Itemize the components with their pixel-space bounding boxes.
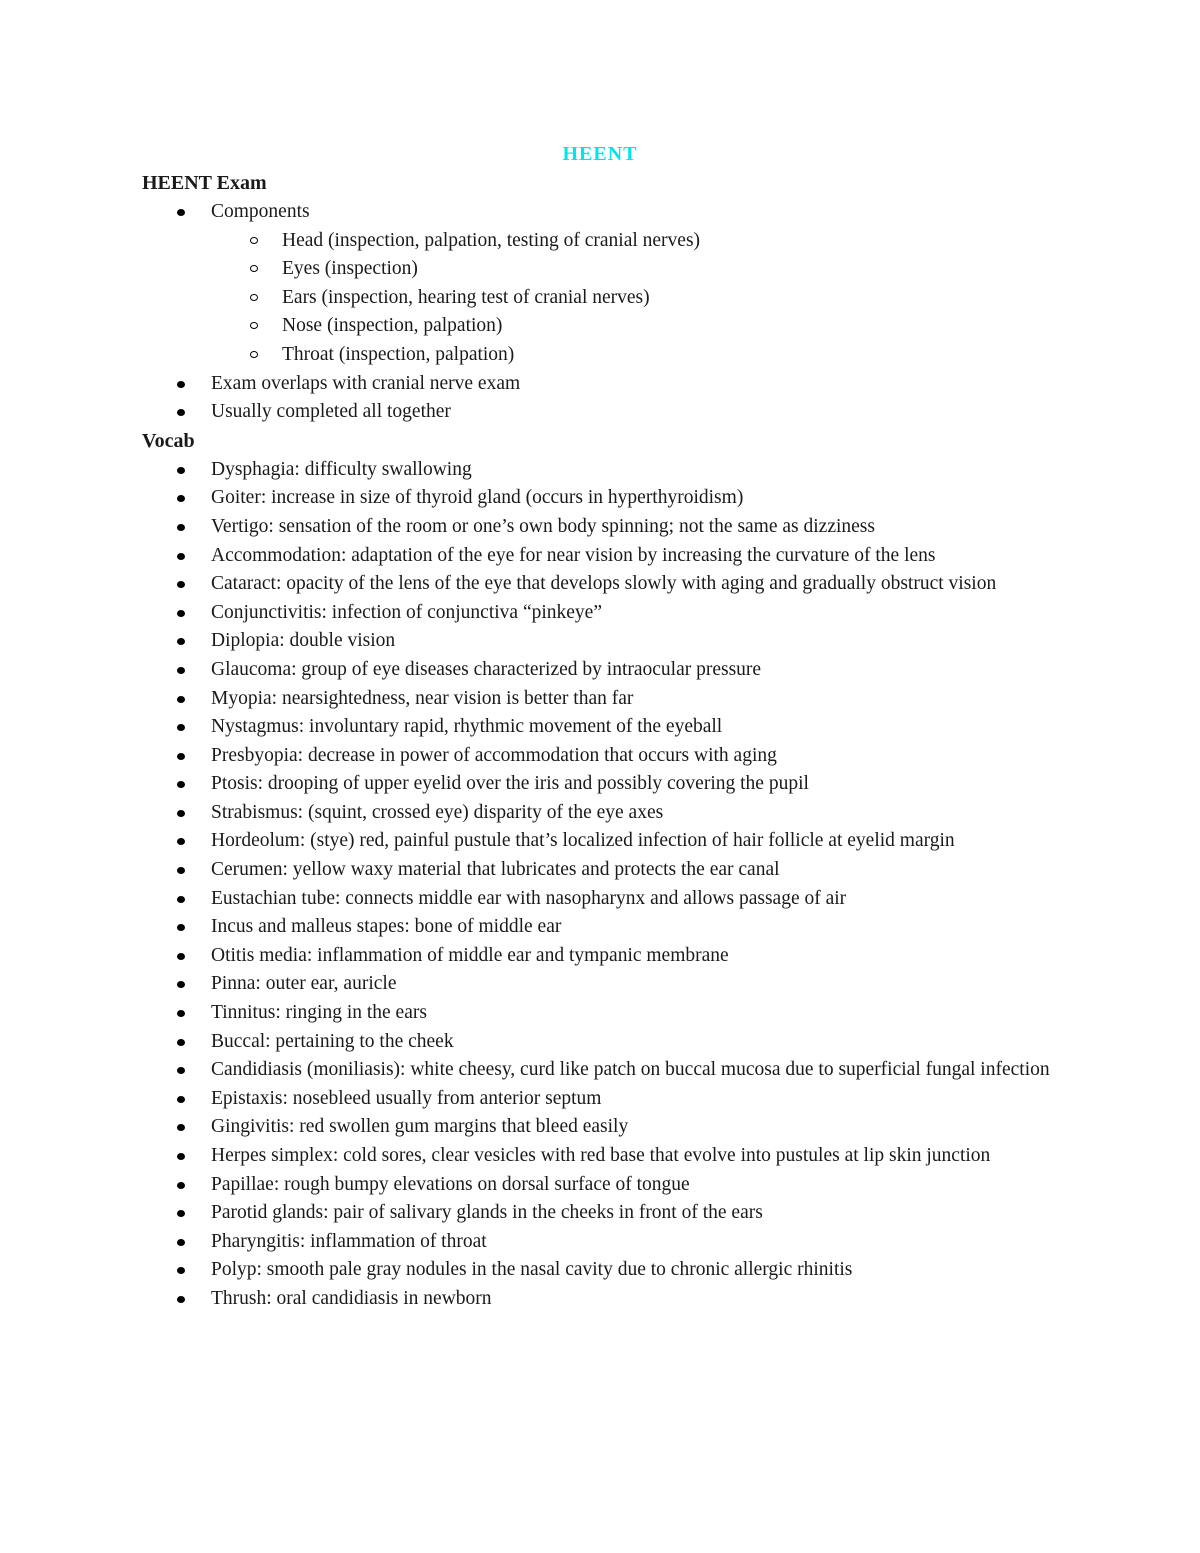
hollow-bullet-icon: [250, 294, 258, 301]
bullet-icon: [177, 1153, 185, 1160]
list-item: [142, 398, 1072, 427]
vocab-item: [142, 799, 1072, 828]
vocab-item-text: Diplopia: double vision: [211, 630, 396, 652]
bullet-icon: [177, 924, 185, 931]
sublist-item-text: Eyes (inspection): [282, 258, 418, 280]
sublist-item: [142, 227, 1072, 256]
sublist-item-text: Throat (inspection, palpation): [282, 343, 515, 365]
vocab-item: [142, 685, 1072, 714]
vocab-item-text: Epistaxis: nosebleed usually from anterior septum: [211, 1087, 602, 1109]
bullet-icon: [177, 896, 185, 903]
sublist-item: [142, 284, 1072, 313]
vocab-item-text: Goiter: increase in size of thyroid gland (occurs in hyperthyroidism): [211, 487, 744, 509]
vocab-item: [142, 1113, 1072, 1142]
bullet-icon: [177, 981, 185, 988]
vocab-item: [142, 1256, 1072, 1285]
vocab-item: [142, 456, 1072, 485]
bullet-icon: [177, 467, 185, 474]
bullet-icon: [177, 781, 185, 788]
vocab-item-text: Nystagmus: involuntary rapid, rhythmic movement of the eyeball: [211, 716, 723, 738]
vocab-item-text: Dysphagia: difficulty swallowing: [211, 458, 472, 480]
vocab-item: [142, 570, 1072, 599]
vocab-item: [142, 1028, 1072, 1057]
vocab-item-text: Parotid glands: pair of salivary glands in the cheeks in front of the ears: [211, 1202, 763, 1224]
vocab-item: [142, 713, 1072, 742]
vocab-item: [142, 542, 1072, 571]
exam-list: [142, 198, 1072, 427]
bullet-icon: [177, 524, 185, 531]
vocab-item: [142, 827, 1072, 856]
vocab-item-text: Ptosis: drooping of upper eyelid over the iris and possibly covering the pupil: [211, 773, 809, 795]
sublist-item-text: Ears (inspection, hearing test of cranial nerves): [282, 286, 650, 308]
hollow-bullet-icon: [250, 237, 258, 244]
vocab-item: [142, 942, 1072, 971]
vocab-item: [142, 1085, 1072, 1114]
vocab-item-text: Cataract: opacity of the lens of the eye that develops slowly with aging and gradually obstruct vision: [211, 573, 997, 595]
bullet-icon: [177, 495, 185, 502]
bullet-icon: [177, 953, 185, 960]
list-item-text: Components: [211, 201, 310, 222]
bullet-icon: [177, 209, 185, 216]
bullet-icon: [177, 1210, 185, 1217]
bullet-icon: [177, 696, 185, 703]
list-item: [142, 198, 1072, 370]
vocab-item-text: Herpes simplex: cold sores, clear vesicles with red base that evolve into pustules at lip skin junction: [211, 1145, 991, 1166]
hollow-bullet-icon: [250, 351, 258, 358]
vocab-item-text: Papillae: rough bumpy elevations on dorsal surface of tongue: [211, 1173, 690, 1195]
vocab-item-text: Conjunctivitis: infection of conjunctiva “pinkeye”: [211, 601, 602, 623]
vocab-item: [142, 627, 1072, 656]
vocab-item: [142, 970, 1072, 999]
bullet-icon: [177, 581, 185, 588]
bullet-icon: [177, 1096, 185, 1103]
vocab-item-text: Myopia: nearsightedness, near vision is better than far: [211, 687, 634, 709]
vocab-item: [142, 1285, 1072, 1314]
vocab-item-text: Accommodation: adaptation of the eye for near vision by increasing the curvature of the lens: [211, 544, 936, 566]
vocab-item: [142, 513, 1072, 542]
vocab-item-text: Glaucoma: group of eye diseases characterized by intraocular pressure: [211, 658, 762, 680]
components-sublist: [211, 227, 1072, 370]
vocab-item-text: Tinnitus: ringing in the ears: [211, 1002, 427, 1024]
vocab-item-text: Eustachian tube: connects middle ear with nasopharynx and allows passage of air: [211, 887, 847, 909]
vocab-item-text: Vertigo: sensation of the room or one’s own body spinning; not the same as dizziness: [211, 515, 875, 537]
vocab-item: [142, 770, 1072, 799]
vocab-item: [142, 1056, 1072, 1085]
vocab-item: [142, 656, 1072, 685]
sublist-item: [142, 341, 1072, 370]
vocab-item: [142, 913, 1072, 942]
bullet-icon: [177, 867, 185, 874]
bullet-icon: [177, 667, 185, 674]
sublist-item: [142, 255, 1072, 284]
vocab-item-text: Cerumen: yellow waxy material that lubricates and protects the ear canal: [211, 859, 780, 881]
hollow-bullet-icon: [250, 265, 258, 272]
vocab-item-text: Incus and malleus stapes: bone of middle ear: [211, 916, 562, 938]
bullet-icon: [177, 810, 185, 817]
bullet-icon: [177, 753, 185, 760]
vocab-item: [142, 484, 1072, 513]
vocab-item-text: Thrush: oral candidiasis in newborn: [211, 1287, 492, 1309]
section-heading-heent-exam: HEENT Exam: [142, 172, 267, 194]
sublist-item: [142, 312, 1072, 341]
bullet-icon: [177, 1267, 185, 1274]
vocab-item: [142, 856, 1072, 885]
bullet-icon: [177, 1239, 185, 1246]
sublist-item-text: Nose (inspection, palpation): [282, 315, 503, 337]
bullet-icon: [177, 1039, 185, 1046]
vocab-item: [142, 1228, 1072, 1257]
bullet-icon: [177, 724, 185, 731]
bullet-icon: [177, 553, 185, 560]
vocab-item-text: Hordeolum: (stye) red, painful pustule that’s localized infection of hair follicle at eyelid margin: [211, 830, 955, 852]
bullet-icon: [177, 409, 185, 416]
list-item-text: Exam overlaps with cranial nerve exam: [211, 372, 521, 394]
list-item-text: Usually completed all together: [211, 401, 451, 423]
vocab-item: [142, 1171, 1072, 1200]
vocab-item-text: Polyp: smooth pale gray nodules in the nasal cavity due to chronic allergic rhinitis: [211, 1259, 853, 1281]
bullet-icon: [177, 838, 185, 845]
vocab-item-text: Strabismus: (squint, crossed eye) disparity of the eye axes: [211, 801, 664, 823]
vocab-item: [142, 885, 1072, 914]
vocab-item: [142, 742, 1072, 771]
bullet-icon: [177, 610, 185, 617]
document-page: [142, 140, 1072, 1314]
vocab-item-text: Presbyopia: decrease in power of accommodation that occurs with aging: [211, 744, 777, 766]
vocab-item-text: Otitis media: inflammation of middle ear and tympanic membrane: [211, 944, 729, 966]
vocab-item-text: Gingivitis: red swollen gum margins that bleed easily: [211, 1116, 629, 1138]
vocab-item-text: Pharyngitis: inflammation of throat: [211, 1230, 487, 1252]
vocab-item-text: Buccal: pertaining to the cheek: [211, 1030, 454, 1052]
section-heading-vocab: Vocab: [142, 429, 195, 452]
sublist-item-text: Head (inspection, palpation, testing of cranial nerves): [282, 229, 701, 251]
vocab-item: [142, 599, 1072, 628]
vocab-item: [142, 1142, 1072, 1171]
bullet-icon: [177, 1296, 185, 1303]
bullet-icon: [177, 1182, 185, 1189]
document-title: HEENT: [562, 143, 638, 165]
bullet-icon: [177, 381, 185, 388]
bullet-icon: [177, 1010, 185, 1017]
bullet-icon: [177, 638, 185, 645]
vocab-item-text: Pinna: outer ear, auricle: [211, 973, 397, 995]
vocab-item: [142, 999, 1072, 1028]
bullet-icon: [177, 1124, 185, 1131]
vocab-list: [142, 456, 1072, 1314]
vocab-item-text: Candidiasis (moniliasis): white cheesy, curd like patch on buccal mucosa due to superficial fungal infection: [211, 1059, 1050, 1081]
hollow-bullet-icon: [250, 322, 258, 329]
vocab-item: [142, 1199, 1072, 1228]
list-item: [142, 370, 1072, 399]
bullet-icon: [177, 1067, 185, 1074]
